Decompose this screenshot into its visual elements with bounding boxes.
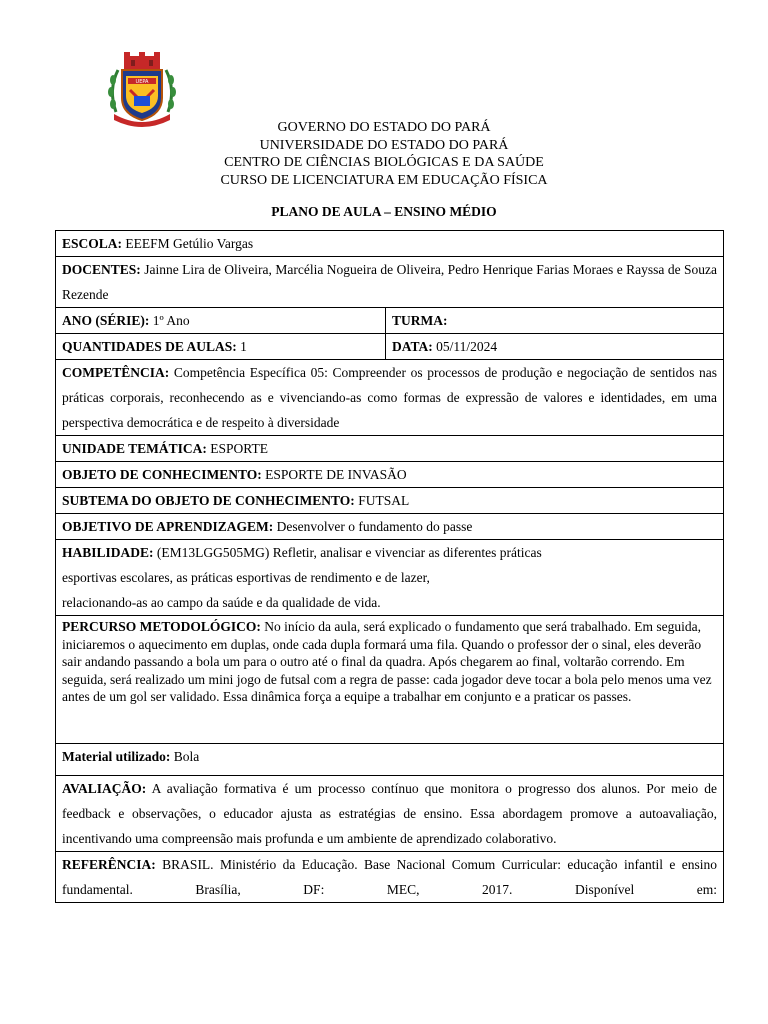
row-quantidade-data — [56, 334, 724, 360]
header-line-center: CENTRO DE CIÊNCIAS BIOLÓGICAS E DA SAÚDE — [224, 155, 544, 170]
lesson-plan-table — [55, 230, 724, 903]
referencia-label: REFERÊNCIA: — [62, 857, 156, 872]
unidade-value: ESPORTE — [206, 441, 268, 456]
referencia-value: BRASIL. Ministério da Educação. Base Nacional Comum Curricular: educação infantil e ensino fundamental. Brasília, DF: MEC, 2017. Disponível em: — [62, 857, 718, 897]
unidade-label: UNIDADE TEMÁTICA: — [62, 441, 207, 456]
row-avaliacao — [56, 776, 724, 852]
row-unidade — [56, 436, 724, 462]
data-label: DATA: — [392, 339, 433, 354]
habilidade-label: HABILIDADE: — [62, 545, 154, 560]
row-objeto — [56, 462, 724, 488]
cell-quantidade — [56, 334, 386, 360]
avaliacao-value: A avaliação formativa é um processo contínuo que monitora o progresso dos alunos. Por meio de feedback e observações, o educador ajusta as estratégias de ensino. Essa abordagem promove a autoavaliação, incentivando uma compreensão mais profunda e um ambiente de aprendizado colaborativo. — [62, 781, 718, 846]
document-title: PLANO DE AULA – ENSINO MÉDIO — [271, 204, 497, 219]
cell-docentes — [56, 257, 724, 308]
docentes-value: Jainne Lira de Oliveira, Marcélia Nogueira de Oliveira, Pedro Henrique Farias Moraes e Rayssa de Souza Rezende — [62, 262, 718, 302]
header-line-government: GOVERNO DO ESTADO DO PARÁ — [277, 120, 491, 135]
cell-ano — [56, 308, 386, 334]
docentes-label: DOCENTES: — [62, 262, 141, 277]
row-subtema — [56, 488, 724, 514]
cell-competencia — [56, 360, 724, 436]
objetivo-label: OBJETIVO DE APRENDIZAGEM: — [62, 519, 274, 534]
row-material — [56, 744, 724, 776]
cell-avaliacao — [56, 776, 724, 852]
cell-objetivo — [56, 514, 724, 540]
objeto-value: ESPORTE DE INVASÃO — [261, 467, 407, 482]
header-line-university: UNIVERSIDADE DO ESTADO DO PARÁ — [259, 137, 509, 153]
row-referencia — [56, 852, 724, 903]
turma-label: TURMA: — [392, 313, 448, 328]
row-percurso — [56, 616, 724, 744]
row-objetivo — [56, 514, 724, 540]
cell-habilidade — [56, 540, 724, 616]
habilidade-line-2: esportivas escolares, as práticas esportivas de rendimento e de lazer, — [62, 570, 430, 585]
cell-subtema — [56, 488, 724, 514]
percurso-label: PERCURSO METODOLÓGICO: — [62, 619, 261, 634]
objetivo-value: Desenvolver o fundamento do passe — [273, 519, 473, 534]
competencia-value: Competência Específica 05: Compreender os processos de produção e negociação de sentidos nas práticas corporais, reconhecendo as e vivenciando-as como formas de expressão de valores e identidades, em uma perspectiva democrática e de respeito à diversidade — [62, 365, 718, 430]
row-ano-turma — [56, 308, 724, 334]
habilidade-value-1: (EM13LGG505MG) Refletir, analisar e vivenciar as diferentes práticas — [153, 545, 542, 560]
row-habilidade — [56, 540, 724, 616]
habilidade-line-3: relacionando-as ao campo da saúde e da qualidade de vida. — [62, 595, 381, 610]
row-docentes — [56, 257, 724, 308]
objeto-label: OBJETO DE CONHECIMENTO: — [62, 467, 262, 482]
data-value: 05/11/2024 — [432, 339, 498, 354]
cell-material — [56, 744, 724, 776]
escola-value: EEEFM Getúlio Vargas — [122, 236, 254, 251]
cell-escola — [56, 231, 724, 257]
cell-objeto — [56, 462, 724, 488]
cell-referencia — [56, 852, 724, 903]
quantidade-label: QUANTIDADES DE AULAS: — [62, 339, 237, 354]
row-escola — [56, 231, 724, 257]
row-competencia — [56, 360, 724, 436]
cell-percurso — [56, 616, 724, 744]
subtema-label: SUBTEMA DO OBJETO DE CONHECIMENTO: — [62, 493, 355, 508]
university-seal-logo — [104, 50, 180, 128]
quantidade-value: 1 — [236, 339, 247, 354]
cell-unidade — [56, 436, 724, 462]
competencia-label: COMPETÊNCIA: — [62, 365, 170, 380]
ano-label: ANO (SÉRIE): — [62, 313, 150, 328]
material-value: Bola — [170, 749, 200, 764]
percurso-value: No início da aula, será explicado o fundamento que será trabalhado. Em seguida, iniciaremos o aquecimento em duplas, onde cada dupla formará uma fila. Quando o professor der o sinal, eles deverão sair andando passando a bola um para o outro até o final da quadra. Após chegarem ao final, voltarão correndo. Em seguida, será realizado um mini jogo de futsal com a regra de passe: cada jogador deve tocar a bola pelo menos uma vez antes de um gol ser validado. Essa dinâmica força a equipe a trabalhar em conjunto e a praticar os passes. — [62, 619, 712, 704]
header-line-course: CURSO DE LICENCIATURA EM EDUCAÇÃO FÍSICA — [220, 172, 548, 188]
ano-value: 1º Ano — [149, 313, 190, 328]
material-label: Material utilizado: — [62, 749, 171, 764]
svg-text:UEPA: UEPA — [135, 79, 149, 85]
subtema-value: FUTSAL — [354, 493, 410, 508]
avaliacao-label: AVALIAÇÃO: — [62, 781, 147, 796]
cell-turma — [386, 308, 724, 334]
escola-label: ESCOLA: — [62, 236, 123, 251]
habilidade-line-1 — [62, 540, 717, 565]
cell-data — [386, 334, 724, 360]
document-header — [0, 119, 768, 189]
